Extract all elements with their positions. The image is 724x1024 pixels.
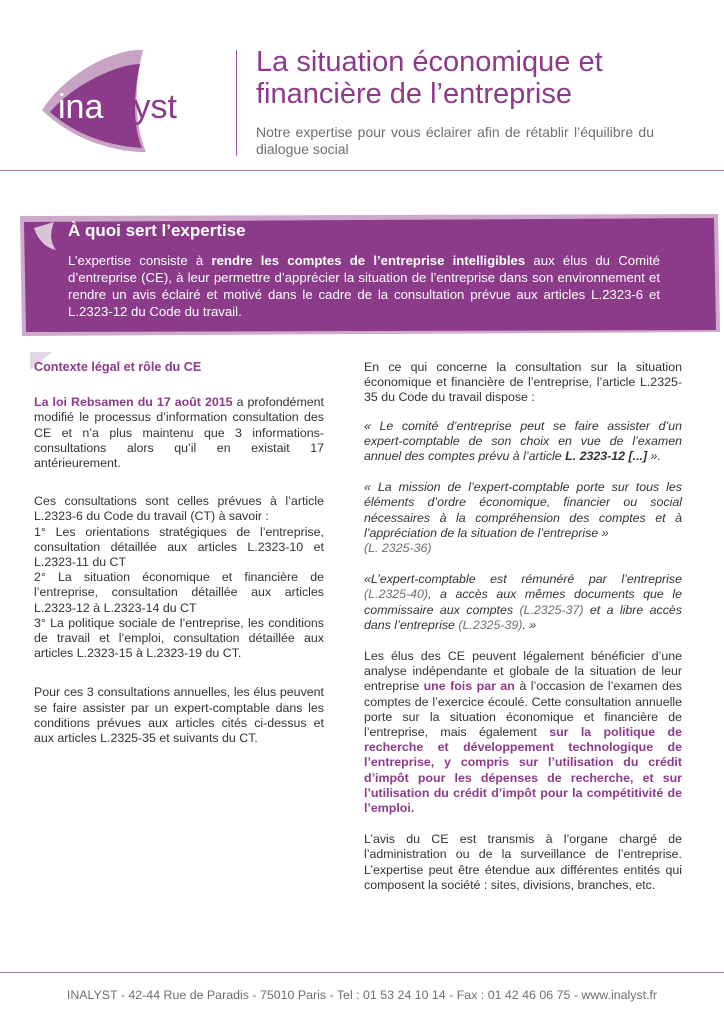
inalyst-logo bbox=[28, 48, 228, 158]
quote-1-article: L. 2323-12 [...] bbox=[565, 449, 648, 464]
footer-divider bbox=[0, 972, 724, 973]
banner-text-bold: rendre les comptes de l’entreprise intelligibles bbox=[211, 253, 526, 268]
expertise-banner bbox=[20, 212, 724, 338]
once-a-year: une fois par an bbox=[423, 679, 515, 694]
paragraph-opinion: L’avis du CE est transmis à l’organe chargé de l’administration ou de la surveillance de l’entreprise. L’expertise peut être étendue aux différentes entités qui composent la société : sites, divisions, branches, etc. bbox=[364, 832, 682, 892]
paragraph-rebsamen: La loi Rebsamen du 17 août 2015 a profondément modifié le processus d’information consultation des CE et n’a plus maintenu que 3 informations-consultations alors qu’il en existait 17 antérieurement. bbox=[34, 395, 324, 471]
page-title bbox=[256, 46, 696, 110]
logo-text-lyst: lyst bbox=[126, 88, 177, 126]
footer-contact: INALYST - 42-44 Rue de Paradis - 75010 Paris - Tel : 01 53 24 10 14 - Fax : 01 42 46 06 75 - www.inalyst.fr bbox=[66, 988, 658, 1002]
paragraph-consultation-intro: En ce qui concerne la consultation sur la situation économique et financière de l’entreprise, l’article L.2325-35 du Code du travail dispose : bbox=[364, 360, 682, 405]
title-line-1: La situation économique et bbox=[256, 46, 603, 78]
quote-3: «L’expert-comptable est rémunéré par l’entreprise (L.2325-40), a accès aux mêmes documents que le commissaire aux comptes (L.2325-37) et a libre accès dans l’entreprise (L.2325-39). » bbox=[364, 572, 682, 632]
quote-2-reference: (L. 2325-36) bbox=[364, 541, 432, 556]
list-item-2: 2° La situation économique et financière de l’entreprise, consultation détaillée aux articles L.2323-12 à L.2323-14 du CT bbox=[34, 570, 324, 615]
quote-2: « La mission de l’expert-comptable porte sur tous les éléments d’ordre économique, financier ou social nécessaires à la compréhension des comptes et à l’appréciation de la situation de l’entreprise » (L. 2325-36) bbox=[364, 480, 682, 556]
paragraph-consultations: Ces consultations sont celles prévues à l’article L.2323-6 du Code du travail (CT) à savoir : bbox=[34, 494, 324, 524]
page-subtitle: Notre expertise pour vous éclairer afin de rétablir l’équilibre du dialogue social bbox=[256, 124, 654, 157]
banner-text: L’expertise consiste à rendre les comptes de l’entreprise intelligibles aux élus du Comité d’entreprise (CE), à leur permettre d’apprécier la situation de l’entreprise dans son environnement et rendre un avis éclairé et motivé dans le cadre de la consultation prévue aux articles L.2323-6 et L.2323-12 du Code du travail. bbox=[68, 253, 660, 319]
section-title-context: Contexte légal et rôle du CE bbox=[34, 360, 202, 374]
list-item-1: 1° Les orientations stratégiques de l’entreprise, consultation détaillée aux articles L.2323-10 et L.2323-11 du CT bbox=[34, 524, 324, 570]
right-column bbox=[364, 360, 682, 893]
header-separator bbox=[236, 50, 237, 156]
list-item-3: 3° La politique sociale de l’entreprise, les conditions de travail et l’emploi, consultation détaillée aux articles L.2323-15 à L.2323-19 du CT. bbox=[34, 615, 324, 661]
paragraph-assistance: Pour ces 3 consultations annuelles, les élus peuvent se faire assister par un expert-comptable dans les conditions prévues aux articles cités ci-dessus et aux articles L.2325-35 et suivants du CT. bbox=[34, 685, 324, 746]
header-divider bbox=[0, 170, 724, 171]
paragraph-annual-analysis: Les élus des CE peuvent légalement bénéficier d’une analyse indépendante et globale de la situation de leur entreprise une fois par an à l’occasion de l’examen des comptes de l’exercice écoulé. Cette consultation annuelle porte sur la situation économique et financière de l’entreprise, mais également sur la politique de recherche et développement technologique de l’entreprise, y compris sur l’utilisation du crédit d’impôt pour les dépenses de recherche, et sur l’utilisation du crédit d’impôt pour la compétitivité de l’emploi. bbox=[364, 649, 682, 816]
left-column bbox=[34, 360, 324, 746]
title-line-2: financière de l’entreprise bbox=[256, 78, 572, 110]
research-policy: sur la politique de recherche et développement technologique de l’entreprise, y compris sur l’utilisation du crédit d’impôt pour les dépenses de recherche, et sur l’utilisation du crédit d’impôt pour la compétitivité de l’emploi. bbox=[364, 725, 682, 816]
banner-heading: À quoi sert l’expertise bbox=[68, 221, 246, 240]
logo-text-ina: ina bbox=[58, 88, 104, 126]
rebsamen-law: La loi Rebsamen du 17 août 2015 bbox=[34, 395, 233, 410]
quote-1: « Le comité d’entreprise peut se faire assister d’un expert-comptable de son choix en vue de l’examen annuel des comptes prévu à l’article L. 2323-12 [...] ». bbox=[364, 418, 682, 464]
